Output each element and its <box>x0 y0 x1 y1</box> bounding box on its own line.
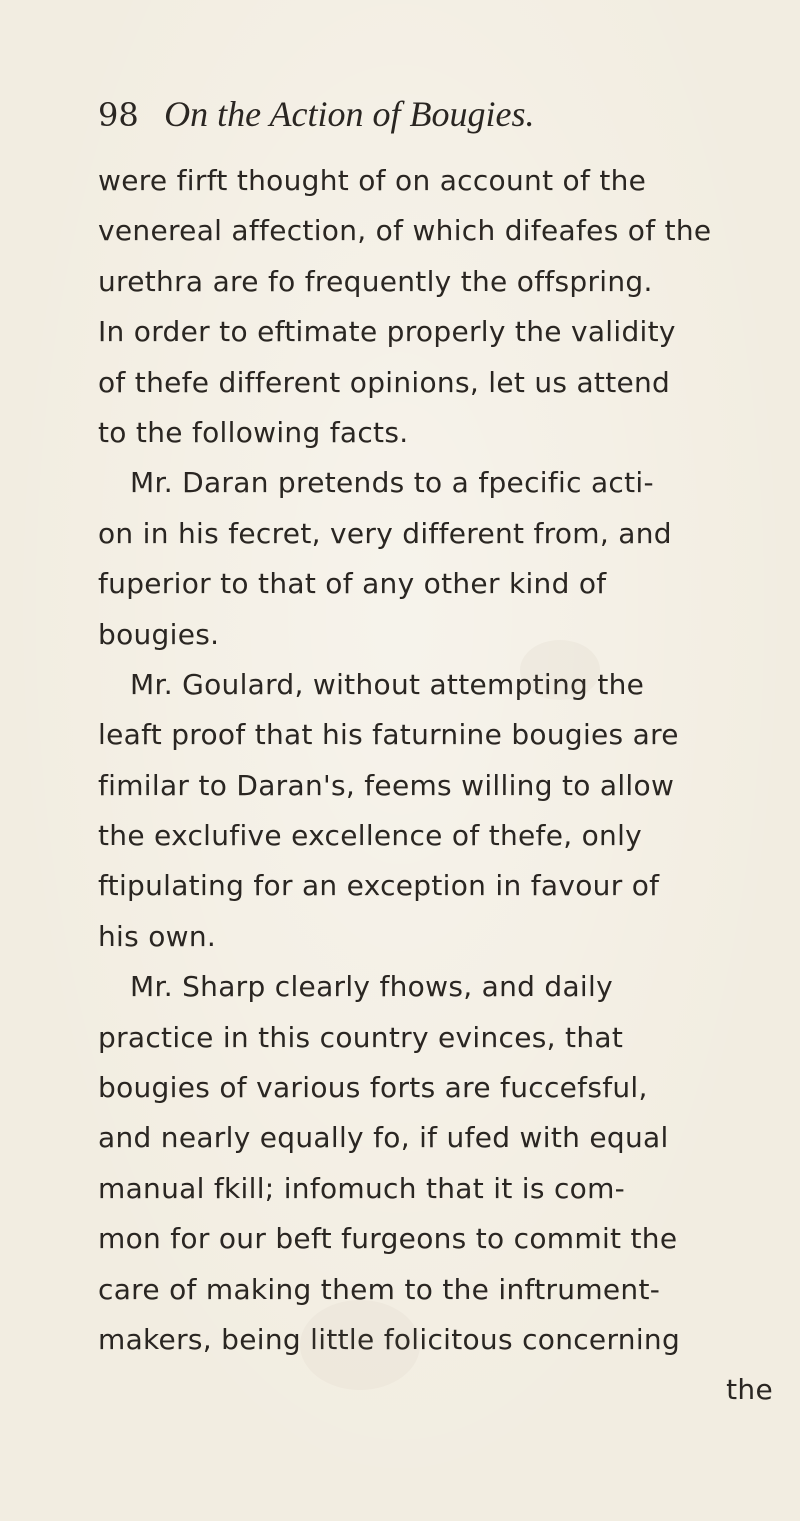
text-line: fimilar to Daran's, feems willing to allow <box>98 768 675 802</box>
running-title: On the Action of Bougies. <box>164 94 535 134</box>
text-line: practice in this country evinces, that <box>98 1020 624 1054</box>
text-line: the exclufive excellence of thefe, only <box>98 819 643 853</box>
text-line: venereal affection, of which difeafes of the <box>98 214 712 248</box>
body-text <box>98 156 773 1416</box>
text-line: In order to eftimate properly the validity <box>98 315 676 349</box>
text-line: bougies of various forts are fuccefsful, <box>98 1071 648 1105</box>
text-line: on in his fecret, very different from, and <box>98 516 672 550</box>
text-line: mon for our beft furgeons to commit the <box>98 1222 678 1256</box>
text-line: ftipulating for an exception in favour of <box>98 869 660 903</box>
text-line: his own. <box>98 919 217 953</box>
text-line: and nearly equally fo, if ufed with equal <box>98 1121 669 1155</box>
text-line: leaft proof that his faturnine bougies are <box>98 718 679 752</box>
catchword: the <box>726 1373 773 1407</box>
text-line: of thefe different opinions, let us attend <box>98 365 671 399</box>
text-line: manual fkill; infomuch that it is com- <box>98 1171 626 1205</box>
page-header <box>98 92 534 137</box>
text-line: Mr. Goulard, without attempting the <box>130 667 645 701</box>
page-number: 98 <box>98 96 139 134</box>
text-line: to the following facts. <box>98 415 409 449</box>
text-line: care of making them to the inftrument- <box>98 1272 661 1306</box>
text-line: makers, being little folicitous concerning <box>98 1322 681 1356</box>
text-line: Mr. Sharp clearly fhows, and daily <box>130 970 613 1004</box>
text-line: Mr. Daran pretends to a fpecific acti- <box>130 466 654 500</box>
text-line: urethra are fo frequently the offspring. <box>98 264 653 298</box>
text-line: were firft thought of on account of the <box>98 164 647 197</box>
text-line: fuperior to that of any other kind of <box>98 567 607 601</box>
text-line: bougies. <box>98 617 220 651</box>
